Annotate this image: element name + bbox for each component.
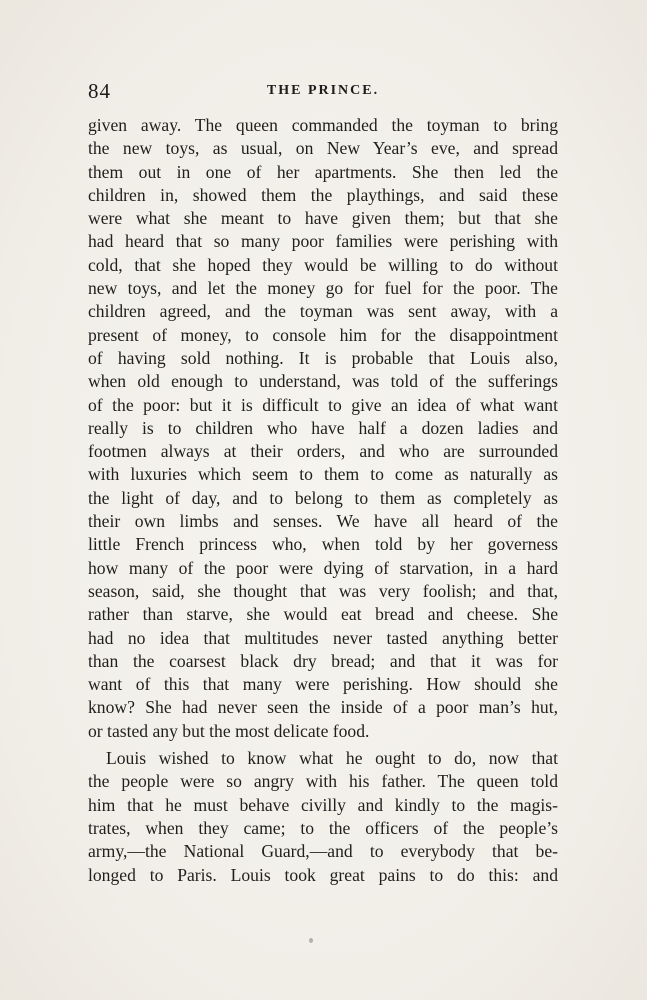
text-line: of the poor: but it is difficult to give an idea of what want — [88, 394, 558, 415]
text-line: were what she meant to have given them; but that she — [88, 208, 558, 229]
text-line: when old enough to understand, was told of the sufferings — [88, 371, 558, 392]
text-line: him that he must behave civilly and kindly to the magis- — [88, 794, 558, 815]
text-line: had no idea that multitudes never tasted anything better — [88, 627, 558, 648]
text-line: season, said, she thought that was very foolish; and that, — [88, 580, 558, 601]
text-line: with luxuries which seem to them to come as naturally as — [88, 464, 558, 485]
text-line: given away. The queen commanded the toyman to bring — [88, 115, 558, 135]
running-head: THE PRINCE. — [266, 83, 380, 98]
text-line: the people were so angry with his father. The queen told — [88, 771, 558, 792]
text-line: present of money, to console him for the disappointment — [88, 324, 558, 345]
text-line: really is to children who have half a dozen ladies and — [88, 417, 558, 438]
text-line: cold, that she hoped they would be willing to do without — [88, 254, 558, 275]
text-line: than the coarsest black dry bread; and that it was for — [88, 650, 558, 671]
text-line: of having sold nothing. It is probable that Louis also, — [88, 347, 558, 368]
text-line: children agreed, and the toyman was sent away, with a — [88, 301, 558, 322]
text-line: the new toys, as usual, on New Year’s eve, and spread — [88, 138, 558, 159]
page-header — [88, 78, 558, 104]
paper-speck — [309, 938, 313, 943]
text-line: their own limbs and senses. We have all heard of the — [88, 511, 558, 532]
text-line: had heard that so many poor families were perishing with — [88, 231, 558, 252]
text-line: rather than starve, she would eat bread and cheese. She — [88, 604, 558, 625]
text-line: the light of day, and to belong to them as completely as — [88, 487, 558, 508]
body-text — [88, 114, 558, 887]
text-line: trates, when they came; to the officers of the people’s — [88, 817, 558, 838]
text-line: know? She had never seen the inside of a poor man’s hut, — [88, 697, 558, 718]
text-line: army,—the National Guard,—and to everybody that be- — [88, 841, 558, 862]
text-line: want of this that many were perishing. How should she — [88, 674, 558, 695]
text-line: children in, showed them the playthings, and said these — [88, 184, 558, 205]
paragraph — [88, 747, 558, 887]
text-line: new toys, and let the money go for fuel for the poor. The — [88, 278, 558, 299]
text-line: little French princess who, when told by her governess — [88, 534, 558, 555]
text-line: Louis wished to know what he ought to do, now that — [106, 748, 558, 769]
text-line: them out in one of her apartments. She then led the — [88, 161, 558, 182]
paragraph — [88, 114, 558, 743]
text-line: footmen always at their orders, and who are surrounded — [88, 441, 558, 462]
text-line: how many of the poor were dying of starvation, in a hard — [88, 557, 558, 578]
text-line: or tasted any but the most delicate food. — [88, 720, 370, 741]
text-line: longed to Paris. Louis took great pains to do this: and — [88, 864, 558, 885]
page-number: 84 — [88, 79, 111, 103]
